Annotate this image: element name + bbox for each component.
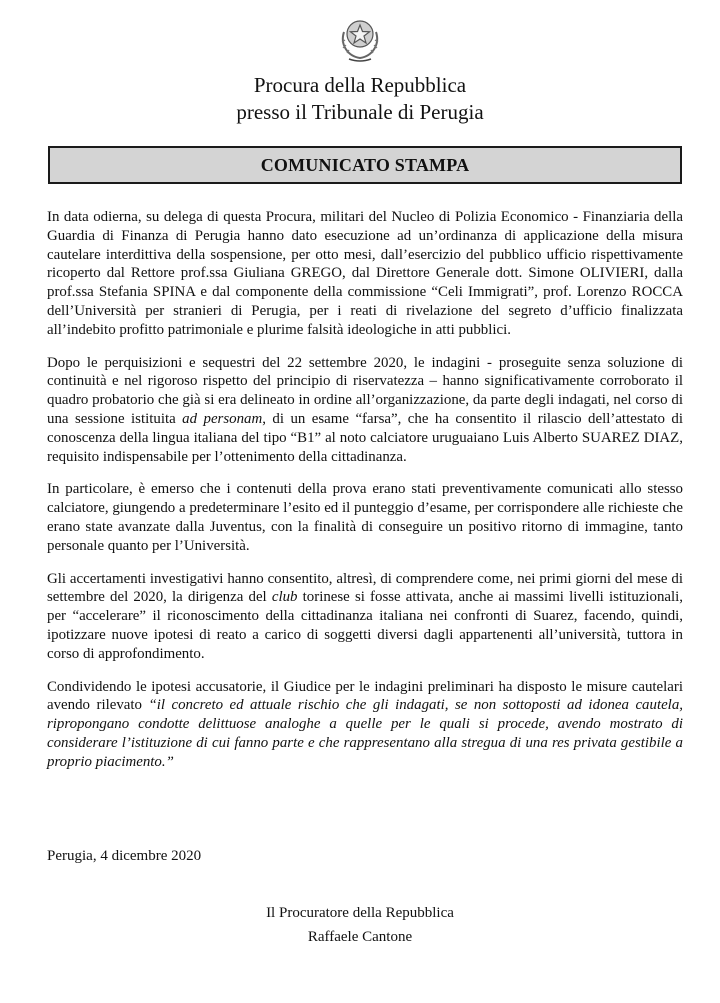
paragraph-2 [47,354,683,467]
document-title: COMUNICATO STAMPA [260,154,470,175]
paragraph-3-text: In particolare, è emerso che i contenuti della prova erano stati preventivamente comunicati allo stesso calciatore, giungendo a predeterminare l’esito ed il punteggio d’esame, per corrispondere alle richieste che erano state avanzate dalla Juventus, con la finalità di conseguire un positivo ritorno di immagine, tanto personale quanto per l’Università. [47,481,683,554]
italian-republic-emblem-icon [335,12,385,64]
paragraph-2-text-c: , di un esame “farsa”, che ha consentito il rilascio dell’attestato di conoscenza della lingua italiana del tipo “B1” al noto calciatore uruguaiano Luis Alberto SUAREZ DIAZ, requisito indispensabile per l’ottenimento della cittadinanza. [47,410,683,465]
paragraph-3 [47,480,683,555]
paragraph-1-text: In data odierna, su delega di questa Procura, militari del Nucleo di Polizia Economico - Finanziaria della Guardia di Finanza di Perugia hanno dato esecuzione ad un’ordinanza di applicazione della misura cautelare interdittiva della sospensione, per otto mesi, dall’esercizio del pubblico ufficio rispettivamente ricoperto dal Rettore prof.ssa Giuliana GREGO, dal Direttore Generale dott. Simone OLIVIERI, dalla prof.ssa Stefania SPINA e dal componente della commissione “Celi Immigrati”, prof. Lorenzo ROCCA dell’Università per stranieri di Perugia, per i reati di rivelazione del segreto d’ufficio finalizzata all’indebito profitto patrimoniale e plurime falsità ideologiche in atti pubblici. [47,209,683,338]
paragraph-2-text-a: Dopo le perquisizioni e sequestri del 22 settembre 2020, le indagini - proseguite senza soluzione di continuità e nel rigoroso rispetto del principio di riservatezza – hanno significativamente corroborato il quadro probatorio che già si era delineato in ordine all’organizzazione, da parte degli indagati, nel corso di una sessione istituita [47,354,683,427]
paragraph-4-text-a: Gli accertamenti investigativi hanno consentito, altresì, di comprendere come, nei primi giorni del mese di settembre del 2020, la dirigenza del [47,570,683,606]
release-body [47,208,683,772]
office-line-2: presso il Tribunale di Perugia [236,100,484,124]
paragraph-1 [47,208,683,340]
paragraph-2-italic: ad personam [182,410,263,427]
paragraph-4-italic: club [271,589,298,606]
paragraph-4 [47,570,683,664]
date-line: Perugia, 4 dicembre 2020 [47,848,202,864]
signatory-name: Raffaele Cantone [307,929,413,945]
office-line-1: Procura della Repubblica [253,73,467,97]
document-title-banner [48,146,682,184]
signature-block [0,901,720,949]
paragraph-5-text-a: Condividendo le ipotesi accusatorie, il Giudice per le indagini preliminari ha disposto le misure cautelari avendo rilevato [47,678,683,714]
paragraph-5-quote: “il concreto ed attuale rischio che gli indagati, se non sottoposti ad idonea cautela, ripropongano condotte delittuose analoghe a quelle per le quali si procede, avendo mostrato di considerare l’istituzione di cui fanno parte e che rappresentano alla stregua di una res privata gestibile a proprio piacimento.” [47,697,683,770]
signatory-role: Il Procuratore della Repubblica [266,905,454,921]
issuing-office [0,72,720,126]
paragraph-4-text-c: torinese si fosse attivata, anche ai massimi livelli istituzionali, per “accelerare” il riconoscimento della cittadinanza italiana nei confronti di Suarez, facendo, quindi, ipotizzare nuove ipotesi di reato a carico di soggetti diversi dagli appartenenti all’università, tuttora in corso di approfondimento. [47,589,684,662]
paragraph-5 [47,678,683,772]
